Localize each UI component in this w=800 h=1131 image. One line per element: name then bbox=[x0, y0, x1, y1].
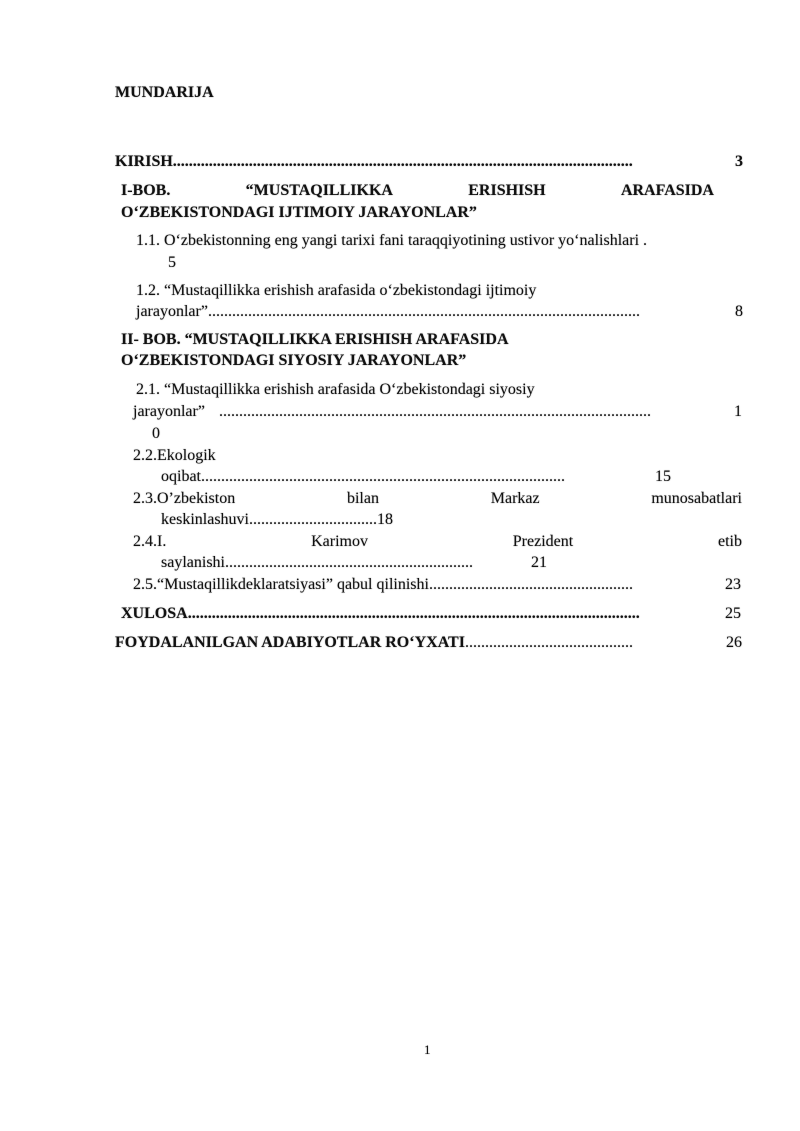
page-number: 1 bbox=[424, 1042, 431, 1057]
toc-item-1-2-line2 bbox=[136, 302, 743, 322]
toc-chapter-2-line1: II- BOB. “MUSTAQILLIKKA ERISHISH ARAFASIDA bbox=[121, 331, 509, 348]
toc-word: ERISHISH bbox=[468, 182, 546, 199]
toc-word: Karimov bbox=[311, 533, 368, 550]
toc-entry-title: XULOSA bbox=[121, 605, 188, 622]
toc-word: etib bbox=[717, 533, 742, 550]
toc-word: Prezident bbox=[512, 533, 574, 550]
toc-entry-kirish bbox=[115, 152, 743, 172]
toc-item-1-1: 1.1. O‘zbekistonning eng yangi tarixi fani taraqqiyotining ustivor yo‘nalishlari . bbox=[136, 232, 648, 249]
toc-entry-title: KIRISH bbox=[115, 153, 173, 170]
toc-leader-dots: ................................................................................................................. bbox=[187, 605, 640, 622]
toc-item-2-5 bbox=[133, 575, 741, 595]
toc-word: 2.3.O’zbekiston bbox=[133, 490, 236, 507]
toc-word: I-BOB. bbox=[121, 182, 171, 199]
toc-page-number: 26 bbox=[726, 634, 742, 651]
toc-leader-dots: ................................ bbox=[249, 511, 377, 528]
toc-item-2-3-line1 bbox=[133, 489, 742, 509]
toc-page-number: 15 bbox=[655, 468, 671, 485]
toc-entry-title: keskinlashuvi bbox=[161, 511, 249, 528]
toc-leader-dots: ........................................................................................... bbox=[201, 468, 565, 485]
toc-word: Markaz bbox=[490, 490, 540, 507]
toc-item-2-3-line2 bbox=[161, 510, 393, 530]
toc-entry-title: saylanishi bbox=[161, 554, 225, 571]
toc-item-2-1-line2 bbox=[133, 402, 742, 422]
toc-word: 2.4.I. bbox=[133, 533, 167, 550]
toc-word: munosabatlari bbox=[651, 490, 742, 507]
toc-item-2-4-line2 bbox=[161, 553, 547, 573]
toc-item-2-2-line2 bbox=[161, 467, 671, 487]
toc-page-number: 3 bbox=[735, 153, 743, 170]
toc-word: “MUSTAQILLIKKA bbox=[245, 182, 393, 199]
toc-page-number: 1 bbox=[734, 403, 742, 420]
toc-page-number: 25 bbox=[725, 605, 741, 622]
toc-entry-title: oqibat bbox=[161, 468, 201, 485]
toc-entry-title: 2.5.“Mustaqillikdeklaratsiyasi” qabul qilinishi bbox=[133, 576, 429, 593]
toc-page-number: 23 bbox=[725, 576, 741, 593]
toc-entry-title: jarayonlar” bbox=[133, 403, 205, 420]
toc-leader-dots: .............................................................. bbox=[225, 554, 473, 571]
toc-item-2-4-line1 bbox=[133, 532, 742, 552]
toc-leader-dots: ............................................................................................................ bbox=[218, 403, 651, 420]
toc-word: bilan bbox=[346, 490, 379, 507]
toc-leader-dots: .......................................... bbox=[464, 634, 633, 651]
toc-heading: MUNDARIJA bbox=[115, 84, 214, 101]
toc-item-2-1-page-wrap: 0 bbox=[152, 425, 160, 442]
toc-chapter-2-line2: O‘ZBEKISTONDAGI SIYOSIY JARAYONLAR” bbox=[121, 352, 467, 369]
toc-page-number: 8 bbox=[735, 303, 743, 320]
toc-item-2-1-line1: 2.1. “Mustaqillikka erishish arafasida O‘zbekistondagi siyosiy bbox=[136, 381, 535, 398]
toc-entry-xulosa bbox=[121, 604, 741, 624]
toc-item-1-1-page: 5 bbox=[168, 254, 176, 271]
toc-entry-title: FOYDALANILGAN ADABIYOTLAR RO‘YXATI bbox=[115, 634, 465, 651]
toc-entry-references bbox=[115, 633, 742, 653]
toc-word: ARAFASIDA bbox=[620, 182, 714, 199]
toc-item-2-2-line1: 2.2.Ekologik bbox=[133, 447, 216, 464]
toc-page-number: 21 bbox=[531, 554, 547, 571]
toc-leader-dots: ................................................................................................................... bbox=[172, 153, 633, 170]
toc-chapter-1-line2: O‘ZBEKISTONDAGI IJTIMOIY JARAYONLAR” bbox=[121, 204, 477, 221]
toc-leader-dots: ............................................................................................................ bbox=[207, 303, 640, 320]
toc-entry-title: jarayonlar” bbox=[136, 303, 208, 320]
toc-leader-dots: ................................................... bbox=[428, 576, 633, 593]
toc-page-number: 18 bbox=[377, 511, 393, 528]
toc-item-1-2-line1: 1.2. “Mustaqillikka erishish arafasida o‘zbekistondagi ijtimoiy bbox=[136, 282, 537, 299]
toc-chapter-1-line1 bbox=[121, 181, 714, 201]
